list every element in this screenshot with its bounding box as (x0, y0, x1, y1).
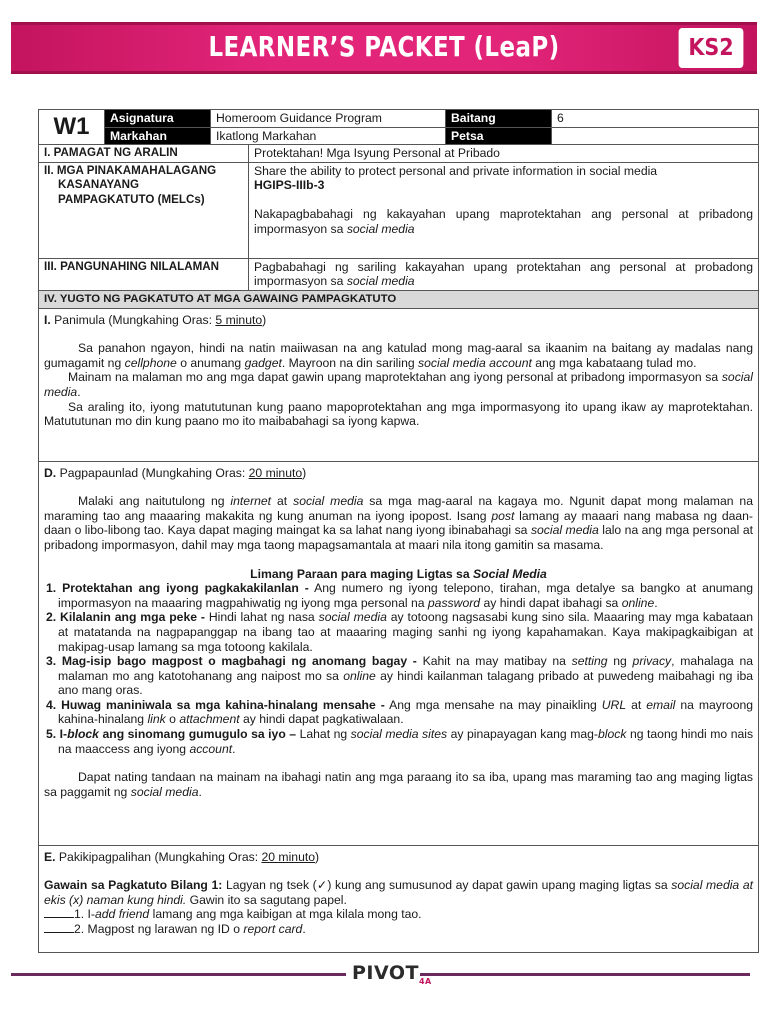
packet-title: LEARNER’S PACKET (LeaP) (208, 30, 560, 63)
panimula-paragraph-1: Sa panahon ngayon, hindi na natin maiiwasan na ang katulad mong mag-aaral sa ikaanim na baitang ay madalas nang gumagamit ng cellphone o anumang gadget. Mayroon na din sariling social media account ang mga kabataang tulad mo. (44, 341, 753, 370)
melc-value (249, 162, 759, 258)
markahan-label: Markahan (105, 127, 211, 145)
pamagat-label: I. PAMAGAT NG ARALIN (39, 145, 249, 162)
pagpapaunlad-heading: D. Pagpapaunlad (Mungkahing Oras: 20 minuto) (44, 465, 307, 480)
markahan-value: Ikatlong Markahan (211, 127, 446, 145)
footer-rule-right (420, 973, 750, 976)
question-1: 1. I-add friend lamang ang mga kaibigan at mga kilala mong tao. (44, 907, 753, 922)
panimula-heading: I. Panimula (Mungkahing Oras: 5 minuto) (44, 312, 267, 327)
pagpapaunlad-closing: Dapat nating tandaan na mainam na ibahagi natin ang mga paraang ito sa iba, upang mas maraming tao ang maging ligtas sa paggamit ng social media. (44, 770, 753, 799)
melc-english: Share the ability to protect personal and private information in social media (254, 163, 658, 178)
petsa-value (552, 127, 759, 145)
answer-blank[interactable] (44, 908, 74, 918)
asignatura-label: Asignatura (105, 110, 211, 128)
header-banner (11, 22, 757, 74)
gawain-instructions: Gawain sa Pagkatuto Bilang 1: Lagyan ng tsek (✓) kung ang sumusunod ay dapat gawin upang maging ligtas sa social media at ekis (x) naman kung hindi. Gawin ito sa sagutang papel. (44, 878, 753, 907)
melc-label (39, 162, 249, 258)
baitang-value: 6 (552, 110, 759, 128)
list-item: 5. I-block ang sinomang gumugulo sa iyo – Lahat ng social media sites ay pinapayagan kang mag-block ng taong hindi mo nais na maaccess ang iyong account. (46, 727, 754, 756)
question-2: 2. Magpost ng larawan ng ID o report card. (44, 922, 753, 937)
melc-label-line1: II. MGA PINAKAMAHALAGANG (44, 163, 217, 177)
footer-rule-left (11, 973, 346, 976)
week-label: W1 (39, 110, 105, 145)
nilalaman-value: Pagbabahagi ng sariling kakayahan upang protektahan ang personal at probadong impormasyon sa social media (249, 258, 759, 290)
pakikipagpalihan-section (38, 846, 759, 953)
petsa-label: Petsa (446, 127, 552, 145)
panimula-section (38, 309, 759, 462)
list-item: 4. Huwag maniniwala sa mga kahina-hinalang mensahe - Ang mga mensahe na may pinaikling URL at email na mayroong kahina-hinalang link o attachment ay hindi dapat pagkatiwalaan. (46, 697, 754, 727)
pagpapaunlad-section (38, 462, 759, 846)
pakikipagpalihan-heading: E. Pakikipagpalihan (Mungkahing Oras: 20 minuto) (44, 849, 320, 864)
panimula-paragraph-2: Mainam na malaman mo ang mga dapat gawin upang maprotektahan ang iyong personal at pribadong impormasyon sa social media. (44, 370, 753, 399)
melc-filipino: Nakapagbabahagi ng kakayahan upang maprotektahan ang personal at pribadong impormasyon sa social media (254, 206, 753, 236)
melc-label-line2: KASANAYANG (58, 178, 139, 192)
melc-code: HGIPS-IIIb-3 (254, 178, 325, 193)
safety-list (44, 581, 753, 756)
list-item: 2. Kilalanin ang mga peke - Hindi lahat ng nasa social media ay totoong nagsasabi kung sino sila. Maaaring may mga kabataan at matatanda na nagpapanggap na ibang tao at maaaring maging sanhi ng iyong kapahamakan. Kaya makipagkaibigan at makipag-usap lamang sa mga totoong kakilala. (46, 610, 753, 654)
yugto-heading: IV. YUGTO NG PAGKATUTO AT MGA GAWAING PAMPAGKATUTO (39, 290, 759, 308)
answer-blank[interactable] (44, 923, 74, 933)
info-table (38, 109, 759, 145)
lesson-details-table (38, 145, 759, 308)
pivot-logo: $PIVOT_{4A}$ (352, 962, 432, 986)
melc-label-line3: PAMPAGKATUTO (MELCs) (58, 192, 205, 206)
pagpapaunlad-paragraph: Malaki ang naitutulong ng internet at social media sa mga mag-aaral na kagaya mo. Ngunit dapat mong malaman na maraming tao ang maaaring makakita ng kung anuman na iyong ipopost. Isang post lamang ay maaari nang mabasa ng daan-daan o libo-libong tao. Kaya dapat maging maingat ka sa lahat nang iyong ibinabahagi sa social media lalo na ang mga personal at pribadong impormasyon, dahil may mga taong mapagsamantala at maari nila itong gamitin sa masama. (44, 494, 754, 552)
list-item: 3. Mag-isip bago magpost o magbahagi ng anomang bagay - Kahit na may matibay na setting ng privacy, mahalaga na malaman mo ang katotohanang ang naipost mo sa online ay hindi kailanman talagang pribado at puwedeng maibahagi ng iba ano mang oras. (46, 654, 754, 698)
lesson-document (38, 109, 759, 953)
baitang-label: Baitang (446, 110, 552, 128)
ks-badge: KS2 (679, 28, 744, 68)
pamagat-value: Protektahan! Mga Isyung Personal at Pribado (249, 145, 759, 162)
panimula-paragraph-3: Sa araling ito, iyong matututunan kung paano mapoprotektahan ang mga impormasyong ito upang ikaw ay maprotektahan. Matututunan mo din kung paano mo ito maibabahagi sa iyong kapwa. (44, 399, 753, 429)
asignatura-value: Homeroom Guidance Program (211, 110, 446, 128)
list-title: Limang Paraan para maging Ligtas sa Social Media (250, 566, 547, 581)
list-item: 1. Protektahan ang iyong pagkakakilanlan - Ang numero ng iyong telepono, tirahan, mga detalye sa bangko at anumang impormasyon na maaaring magpahiwatig ng iyong mga personal na password ay hindi dapat ibahagi sa online. (46, 581, 753, 610)
nilalaman-label: III. PANGUNAHING NILALAMAN (39, 258, 249, 290)
